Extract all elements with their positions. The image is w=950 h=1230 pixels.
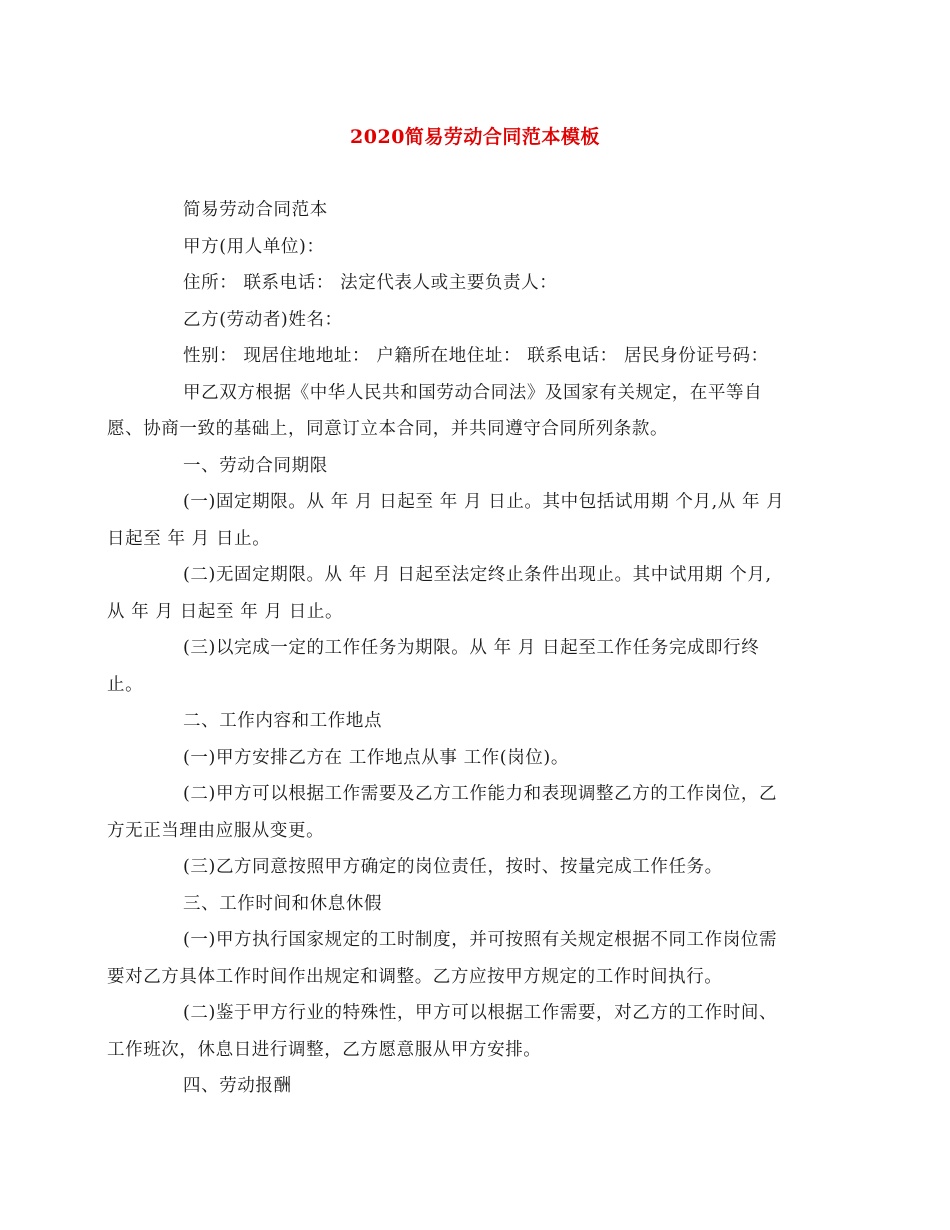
paragraph-schedule-adjust	[107, 995, 801, 1068]
paragraph-line: 止。	[107, 674, 144, 695]
paragraph-line: (二)鉴于甲方行业的特殊性，甲方可以根据工作需要，对乙方的工作时间、	[183, 1003, 778, 1023]
paragraph-line: (一)甲方安排乙方在 工作地点从事 工作(岗位)。	[183, 747, 569, 768]
section-heading-hours	[145, 886, 801, 923]
document-title: 2020简易劳动合同范本模板	[350, 126, 600, 148]
paragraph-working-hours	[107, 922, 801, 995]
paragraph-preamble	[107, 375, 801, 448]
paragraph-line: 方无正当理由应服从变更。	[107, 820, 325, 841]
paragraph-line: (一)固定期限。从 年 月 日起至 年 月 日止。其中包括试用期 个月,从 年 月	[183, 492, 785, 512]
paragraph-line: 性别： 现居住地地址： 户籍所在地住址： 联系电话： 居民身份证号码：	[183, 346, 769, 366]
paragraph-line: (二)甲方可以根据工作需要及乙方工作能力和表现调整乙方的工作岗位，乙	[183, 784, 778, 804]
paragraph-line: (二)无固定期限。从 年 月 日起至法定终止条件出现止。其中试用期 个月,	[183, 565, 772, 585]
paragraph-line: (三)乙方同意按照甲方确定的岗位责任，按时、按量完成工作任务。	[183, 857, 723, 877]
paragraph-duties	[145, 849, 801, 886]
paragraph-line: 简易劳动合同范本	[183, 200, 328, 220]
section-heading-term	[145, 448, 801, 485]
paragraph-open-term	[107, 557, 801, 630]
paragraph-party-a	[145, 229, 801, 266]
section-heading-work	[145, 703, 801, 740]
paragraph-line: 甲乙双方根据《中华人民共和国劳动合同法》及国家有关规定，在平等自	[183, 382, 763, 403]
paragraph-contract-name	[145, 192, 801, 229]
paragraph-party-a-address	[145, 265, 801, 302]
paragraph-line: 工作班次，休息日进行调整，乙方愿意服从甲方安排。	[107, 1039, 542, 1060]
paragraph-line: 二、工作内容和工作地点	[183, 711, 383, 731]
paragraph-position-adjust	[107, 776, 801, 849]
paragraph-line: 一、劳动合同期限	[183, 455, 328, 476]
paragraph-line: (一)甲方执行国家规定的工时制度，并可按照有关规定根据不同工作岗位需	[183, 930, 778, 950]
paragraph-line: 甲方(用人单位)：	[183, 236, 325, 257]
paragraph-task-term	[107, 630, 801, 703]
paragraph-line: 日起至 年 月 日止。	[107, 528, 271, 549]
paragraph-work-location	[145, 740, 801, 777]
paragraph-line: 三、工作时间和休息休假	[183, 893, 383, 914]
paragraph-line: 乙方(劳动者)姓名：	[183, 309, 343, 330]
paragraph-party-b-details	[145, 338, 801, 375]
paragraph-line: (三)以完成一定的工作任务为期限。从 年 月 日起至工作任务完成即行终	[183, 638, 760, 658]
paragraph-line: 要对乙方具体工作时间作出规定和调整。乙方应按甲方规定的工作时间执行。	[107, 966, 723, 987]
paragraph-line: 四、劳动报酬	[183, 1076, 292, 1096]
paragraph-line: 从 年 月 日起至 年 月 日止。	[107, 601, 344, 622]
paragraph-party-b	[145, 302, 801, 339]
document-body	[107, 192, 801, 1105]
paragraph-line: 住所： 联系电话： 法定代表人或主要负责人：	[183, 273, 558, 293]
paragraph-fixed-term	[107, 484, 801, 557]
section-heading-pay	[145, 1068, 801, 1105]
paragraph-line: 愿、协商一致的基础上，同意订立本合同，并共同遵守合同所列条款。	[107, 419, 669, 439]
